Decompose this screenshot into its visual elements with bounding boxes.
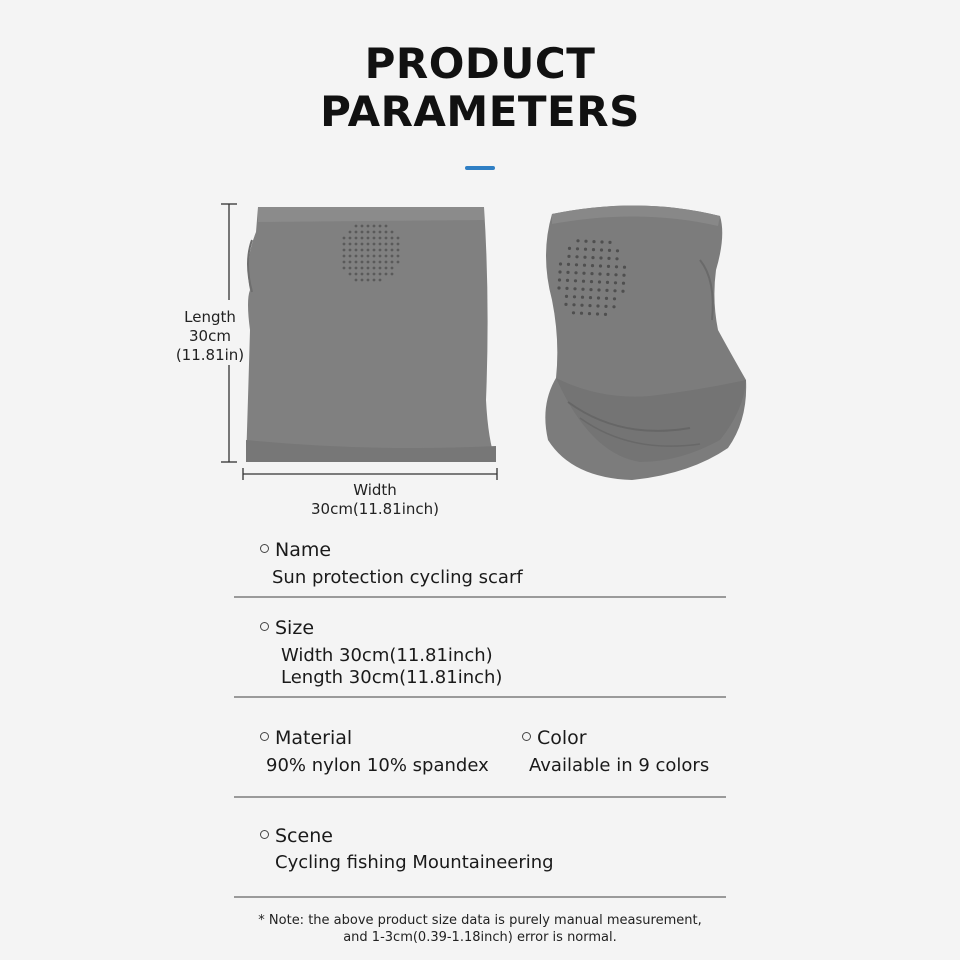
vent-dot [557,286,560,289]
vent-dot [379,255,382,258]
vent-dot [573,295,576,298]
vent-dot [614,281,617,284]
vent-dot [379,279,382,282]
vent-dot [575,263,578,266]
vent-dot [590,272,593,275]
vent-dot [373,261,376,264]
color-heading [522,727,587,749]
width-title: Width [353,481,397,499]
vent-dot [622,274,625,277]
vent-dot [367,255,370,258]
vent-dot [573,287,576,290]
vent-dot [343,237,346,240]
vent-dot [385,243,388,246]
vent-dot [379,243,382,246]
length-title: Length [184,308,236,326]
vent-dot [574,271,577,274]
vent-dot [367,249,370,252]
vent-dot [615,265,618,268]
vent-dot [566,271,569,274]
vent-dot [391,261,394,264]
vent-dot [612,305,615,308]
vent-dot [583,264,586,267]
vent-dot [367,237,370,240]
vent-dot [397,237,400,240]
vent-dot [355,267,358,270]
vent-dot [598,280,601,283]
vent-dot [355,261,358,264]
vent-dot [361,267,364,270]
size-width-value: Width 30cm(11.81inch) [281,645,493,666]
scene-label: Scene [275,825,333,847]
name-value: Sun protection cycling scarf [272,567,523,588]
vent-dot [568,247,571,250]
vent-dot [343,249,346,252]
width-label [280,481,470,519]
vent-dot [397,243,400,246]
vent-dot [564,303,567,306]
vent-dot [588,312,591,315]
vent-dot [343,261,346,264]
vent-dot [605,297,608,300]
vent-dot [584,248,587,251]
vent-dot [379,261,382,264]
vent-dot [397,249,400,252]
vent-dot [597,296,600,299]
vent-dot [584,240,587,243]
vent-dot [600,240,603,243]
vent-dot [349,255,352,258]
vent-dot [607,265,610,268]
vent-dot [385,249,388,252]
vent-dot [361,237,364,240]
vent-dot [373,237,376,240]
vent-dot [391,273,394,276]
vent-dot [391,237,394,240]
vent-dot [373,243,376,246]
divider [234,896,726,898]
vent-dot [379,267,382,270]
vent-dot [391,231,394,234]
flat-scarf-image [246,207,496,462]
vent-dot [385,255,388,258]
vent-dot [592,240,595,243]
vent-dot [385,237,388,240]
vent-dot [604,313,607,316]
vent-dot [600,248,603,251]
bullet-icon [260,732,269,741]
vent-dot [355,273,358,276]
vent-dot [355,279,358,282]
vent-dot [615,257,618,260]
vent-dot [613,297,616,300]
vent-dot [589,296,592,299]
vent-dot [379,231,382,234]
vent-dot [367,273,370,276]
vent-dot [343,255,346,258]
width-dimension-line [243,468,497,480]
vent-dot [373,231,376,234]
vent-dot [575,255,578,258]
vent-dot [397,261,400,264]
vent-dot [361,243,364,246]
vent-dot [367,261,370,264]
vent-dot [355,225,358,228]
divider [234,696,726,698]
vent-dot [367,267,370,270]
vent-dot [606,273,609,276]
name-label: Name [275,539,332,561]
vent-dot [373,279,376,282]
vent-dot [367,231,370,234]
vent-dot [349,261,352,264]
vent-dot [361,261,364,264]
vent-dot [607,257,610,260]
vent-dot [349,267,352,270]
vent-dot [576,247,579,250]
vent-dot [590,280,593,283]
vent-dot [565,287,568,290]
width-value: 30cm(11.81inch) [310,500,440,518]
vent-dot [608,241,611,244]
color-value: Available in 9 colors [529,755,710,776]
vent-dot [385,273,388,276]
vent-dot [361,231,364,234]
worn-scarf-image [545,205,746,480]
vent-dot [581,296,584,299]
vent-dot [391,243,394,246]
vent-dot [597,288,600,291]
note-line-2: and 1-3cm(0.39-1.18inch) error is normal. [343,930,617,945]
vent-dot [591,264,594,267]
vent-dot [391,255,394,258]
name-heading [260,539,331,561]
vent-dot [355,231,358,234]
vent-dot [565,295,568,298]
vent-dot [379,273,382,276]
vent-dot [567,255,570,258]
vent-dot [558,278,561,281]
vent-dot [582,272,585,275]
vent-dot [596,304,599,307]
vent-dot [349,243,352,246]
vent-dot [623,266,626,269]
vent-dot [589,288,592,291]
vent-dot [355,243,358,246]
bullet-icon [260,622,269,631]
vent-dot [391,267,394,270]
vent-dot [596,312,599,315]
vent-dot [566,279,569,282]
vent-dot [581,288,584,291]
scene-heading [260,825,333,847]
vent-dot [385,267,388,270]
bullet-icon [260,830,269,839]
vent-dot [599,256,602,259]
material-heading [260,727,352,749]
vent-dot [373,273,376,276]
material-value: 90% nylon 10% spandex [266,755,489,776]
vent-dot [373,225,376,228]
vent-dot [605,289,608,292]
vent-dot [567,263,570,266]
note-line-1: * Note: the above product size data is purely manual measurement, [258,913,702,928]
bullet-icon [522,732,531,741]
vent-dot [361,279,364,282]
vent-dot [572,311,575,314]
vent-dot [343,267,346,270]
vent-dot [608,249,611,252]
vent-dot [591,256,594,259]
vent-dot [613,289,616,292]
vent-dot [621,290,624,293]
vent-dot [583,256,586,259]
vent-dot [361,225,364,228]
vent-dot [616,249,619,252]
length-in: (11.81in) [175,346,245,364]
vent-dot [574,279,577,282]
vent-dot [373,255,376,258]
vent-dot [385,231,388,234]
vent-dot [592,248,595,251]
vent-dot [582,280,585,283]
vent-dot [361,273,364,276]
measurement-note [0,912,960,946]
vent-dot [355,237,358,240]
vent-dot [598,272,601,275]
vent-dot [604,305,607,308]
vent-dot [558,270,561,273]
size-label: Size [275,617,315,639]
divider [234,596,726,598]
length-label [164,308,256,365]
vent-dot [355,255,358,258]
vent-dot [367,279,370,282]
vent-dot [361,249,364,252]
color-label: Color [537,727,587,749]
vent-dot [349,231,352,234]
title-line-1: PRODUCT [364,39,596,88]
vent-dot [349,273,352,276]
scene-value: Cycling fishing Mountaineering [275,852,554,873]
size-length-value: Length 30cm(11.81inch) [281,667,503,688]
vent-dot [361,255,364,258]
divider [234,796,726,798]
vent-dot [373,267,376,270]
vent-dot [355,249,358,252]
vent-dot [367,243,370,246]
vent-dot [343,243,346,246]
bullet-icon [260,544,269,553]
title-line-2: PARAMETERS [320,87,640,136]
vent-dot [385,261,388,264]
vent-dot [576,239,579,242]
vent-dot [614,273,617,276]
vent-dot [367,225,370,228]
vent-dot [373,249,376,252]
vent-dot [379,225,382,228]
size-heading [260,617,314,639]
vent-dot [559,262,562,265]
vent-dot [580,312,583,315]
material-label: Material [275,727,353,749]
vent-dot [580,304,583,307]
vent-dot [599,264,602,267]
vent-dot [379,237,382,240]
vent-dot [588,304,591,307]
vent-dot [391,249,394,252]
vent-dot [379,249,382,252]
vent-dot [397,255,400,258]
vent-dot [349,237,352,240]
vent-dot [622,282,625,285]
vent-dot [572,303,575,306]
length-cm: 30cm [189,327,231,345]
vent-dot [606,281,609,284]
vent-dot [349,249,352,252]
vent-dot [385,225,388,228]
